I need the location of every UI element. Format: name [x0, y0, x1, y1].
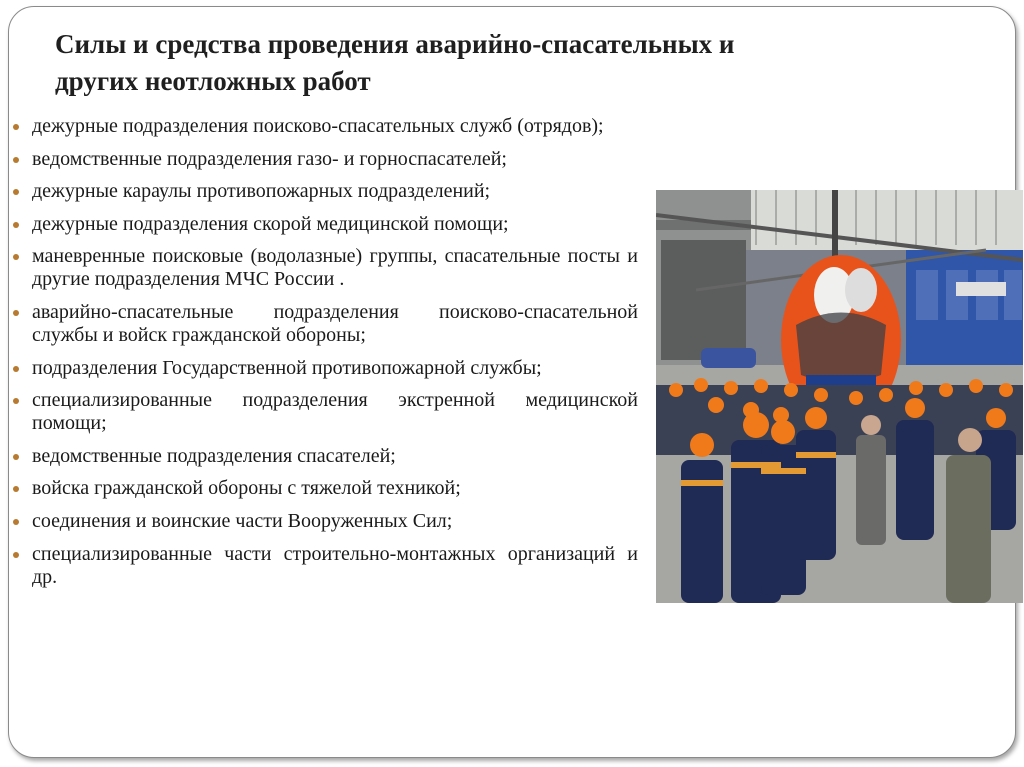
- list-item: [10, 477, 638, 500]
- title-line-2: других неотложных работ: [55, 66, 371, 96]
- bullet-dot-icon: [13, 486, 19, 492]
- list-item-text: соединения и воинские части Вооруженных Сил;: [32, 509, 453, 532]
- list-item: [10, 445, 638, 468]
- bullet-dot-icon: [13, 222, 19, 228]
- bullet-dot-icon: [13, 398, 19, 404]
- list-item-text: маневренные поисковые (водолазные) группы, спасательные посты и другие подразделения МЧС России .: [32, 245, 638, 291]
- bullet-dot-icon: [13, 124, 19, 130]
- bullet-dot-icon: [13, 519, 19, 525]
- list-item-text: специализированные подразделения экстренной медицинской помощи;: [32, 389, 638, 435]
- list-item: [10, 510, 638, 533]
- list-item: [10, 213, 638, 236]
- title-line-1: Силы и средства проведения аварийно-спасательных и: [55, 29, 735, 59]
- list-item-text: войска гражданской обороны с тяжелой техникой;: [32, 477, 461, 500]
- list-item-text: дежурные подразделения поисково-спасательных служб (отрядов);: [32, 115, 604, 137]
- bullet-dot-icon: [13, 189, 19, 195]
- list-item: [10, 357, 638, 380]
- list-item-text: ведомственные подразделения газо- и горноспасателей;: [32, 147, 507, 170]
- list-item-text: аварийно-спасательные подразделения поисково-спасательной службы и войск гражданской обороны;: [32, 300, 638, 346]
- list-item: [10, 543, 638, 589]
- list-item: [10, 301, 638, 347]
- bullet-dot-icon: [13, 157, 19, 163]
- list-item: [10, 148, 638, 171]
- bullet-dot-icon: [13, 454, 19, 460]
- list-item: [10, 180, 638, 203]
- bullet-dot-icon: [13, 310, 19, 316]
- list-item-text: ведомственные подразделения спасателей;: [32, 444, 396, 467]
- bullet-dot-icon: [13, 552, 19, 558]
- helicopter-crowd-illustration: [656, 190, 1023, 603]
- list-item: [10, 115, 638, 138]
- list-item-text: дежурные караулы противопожарных подразделений;: [32, 180, 491, 203]
- bullet-list: [10, 115, 638, 598]
- slide-title: [55, 26, 955, 100]
- list-item-text: дежурные подразделения скорой медицинской помощи;: [32, 212, 509, 235]
- bullet-dot-icon: [13, 366, 19, 372]
- list-item: [10, 245, 638, 291]
- list-item-text: подразделения Государственной противопожарной службы;: [32, 356, 542, 379]
- rescue-team-photo: [656, 190, 1023, 603]
- list-item: [10, 389, 638, 435]
- bullet-dot-icon: [13, 254, 19, 260]
- list-item-text: специализированные части строительно-монтажных организаций и др.: [32, 542, 638, 588]
